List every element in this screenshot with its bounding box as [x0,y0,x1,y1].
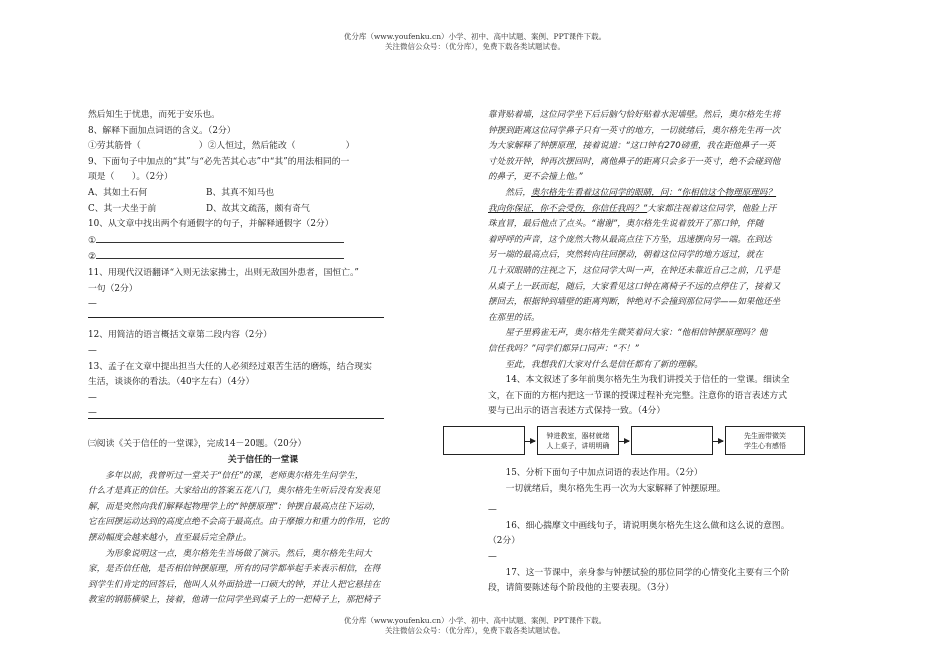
flow-box-4: 先生面带微笑 学生心有感悟 [725,426,805,455]
flow-box-3[interactable] [631,426,713,455]
question-14: 14、本文叙述了多年前奥尔格先生为我们讲授关于信任的一堂课。细读全 [505,375,790,386]
answer-blank[interactable] [96,233,344,243]
section-3-heading: ㈢阅读《关于信任的一堂课》，完成14－20题。（20分） [88,439,307,450]
paragraph-line: 屋子里鸦雀无声，奥尔格先生微笑着问大家：“他相信钟摆原理吗？他 [505,328,768,339]
question-11: 11、用现代汉语翻译“入则无法家拂士，出则无敌国外患者，国恒亡。” [88,267,359,278]
article-body-right [488,108,818,373]
page-footer [0,616,950,636]
paragraph-line: 从桌子上一跃而起，随后，大家看见这口钟在离椅子不远的点停住了，接着又 [488,281,781,292]
flow-arrow [525,441,535,442]
paragraph-line: 为形象说明这一点，奥尔格先生当场做了演示。然后，奥尔格先生问大 [105,548,372,559]
flow-box-1[interactable] [443,426,525,455]
dash-mark: — [88,345,97,356]
option-d: D、故其文疏荡，颇有奇气 [206,203,310,214]
header-line-1: 优分库（www.youfenku.cn）小学、初中、高中试题、案例、PPT课件下载。 [343,32,607,41]
paragraph-line: 的鼻子，更不会撞上他。” [488,172,583,183]
answer-line-2: ② [88,249,438,266]
text-line: 然后知生于忧患，而死于安乐也。 [88,110,220,120]
dash-mark: — [488,505,497,516]
question-11-cont: 一句（2分） [88,283,138,294]
paragraph-line: 至此，我想我们大家对什么是信任都有了新的理解。 [505,359,703,370]
paragraph-line: 钟摆到距离这位同学鼻子只有一英寸的地方，一切就绪后，奥尔格先生再一次 [488,125,781,136]
paragraph-line: 寸处放开钟，钟再次摆回时，离他鼻子的距离只会多于一英寸，绝不会碰到他 [488,156,781,167]
option-a: A、其如土石何 [88,187,148,198]
paragraph-line: 摆动幅度会越来越小，直至最后完全静止。 [88,533,252,544]
question-17: 17、这一节课中，亲身参与钟摆试验的那位同学的心情变化主要有三个阶 [505,567,790,578]
flow-arrow [619,441,629,442]
question-14-cont: 要与已出示的语言表述方式保持一致。（4分） [488,406,666,417]
question-10: 10、从文章中找出两个有通假字的句子，并解释通假字（2分） [88,219,334,230]
question-12: 12、用简洁的语言概括文章第二段内容（2分） [88,330,272,341]
answer-rule [88,418,384,419]
answer-rule [88,317,384,318]
paragraph-line: 然后，奥尔格先生看着这位同学的眼睛，问：“你相信这个物理原理吗？ [505,187,777,198]
left-column [88,108,438,609]
article-title: 关于信任的一堂课 [227,455,299,466]
dash-mark: — [488,551,497,562]
paragraph-line: 什么才是真正的信任。大家给出的答案五花八门，奥尔格先生听后没有发表见 [88,486,381,497]
dash-mark: — [88,299,97,310]
paragraph-line: 解，而是突然向我们解释起物理学上的“钟摆原理”：钟摆自最高点往下运动， [88,501,381,512]
answer-blank[interactable] [96,249,344,259]
question-13-cont: 生活，谈谈你的看法。（40字左右）（4分） [88,377,255,388]
question-17-cont: 段，请简要陈述每个阶段他的主要表现。（3分） [488,583,674,594]
question-9: 9、下面句子中加点的“其”与“必先苦其心志”中“其”的用法相同的一 [88,156,350,167]
dash-mark: — [88,408,97,419]
page-header [0,32,950,52]
paragraph-line: 另一端的最高点后，突然转向往回摆动，朝着这位同学的地方返过，就在 [488,250,764,261]
options-cd [88,202,438,218]
header-line-2: 关注微信公众号：（优分库），免费下载各类试题试卷。 [385,42,565,51]
paragraph-line: 它在回摆运动达到的高度点绝不会高于最高点。由于摩擦力和重力的作用，它的 [88,517,389,528]
answer-space[interactable] [88,422,438,438]
right-column [488,108,818,420]
paragraph-line: 信任我吗？”同学们都异口同声：“不！” [488,343,639,354]
question-16: 16、细心揣摩文中画线句子，请说明奥尔格先生这么做和这么说的意图。 [505,520,790,531]
option-c: C、其一犬坐于前 [88,203,157,214]
question-16-cont: （2分） [488,536,520,547]
paragraph-line: 在那里的话。 [488,312,540,323]
paragraph-line: 几十双眼睛的注视之下，这位同学大叫一声，在钟还未靠近自己之前，几乎是 [488,265,781,276]
question-8: 8、解释下面加点词语的含义。（2分） [88,125,236,136]
flow-arrow [713,441,723,442]
paragraph-line: 我向你保证，你不会受伤，你信任我吗？”大家都注视着这位同学，他脸上汗 [488,203,777,214]
right-column-questions [488,466,818,597]
footer-line-1: 优分库（www.youfenku.cn）小学、初中、高中试题、案例、PPT课件下载。 [343,616,607,625]
question-14-cont: 文，在下面的方框内把这一节课的授课过程补充完整。注意你的语言表述方式 [488,390,788,401]
paragraph-line: 多年以前，我曾听过一堂关于“信任”的课，老师奥尔格先生问学生， [105,470,364,481]
option-b: B、其真不知马也 [206,187,275,198]
flow-box-2: 钟进教室，器材就绪 人上桌子，讲明明确 [537,426,619,455]
paragraph-line: 家，是否信任他，是否相信钟摆原理，所有的同学都举起手来表示相信，在得 [88,564,381,575]
question-13: 13、孟子在文章中提出担当大任的人必须经过艰苦生活的磨炼，结合现实 [88,361,372,372]
footer-line-2: 关注微信公众号：（优分库），免费下载各类试题试卷。 [385,626,565,635]
options-ab [88,186,438,202]
paragraph-line: 着呼呼的声音，这个庞然大物从最高点往下方坠，迅速摆向另一端。在到达 [488,234,772,245]
answer-space[interactable] [88,313,438,329]
question-9-cont: 项是（ ）。（2分） [88,172,173,183]
question-15: 15、分析下面句子中加点词语的表达作用。（2分） [505,468,703,478]
underlined-sentence: 奥尔格先生看着这位同学的眼睛，问：“你相信这个物理原理吗？ [530,187,777,198]
paragraph-line: 教室的钢筋横梁上，接着，他请一位同学坐到桌子上的一把椅子上，那把椅子 [88,595,381,606]
paragraph-line: 靠背贴着墙，这位同学坐下后后脑勺恰好贴着水泥墙壁。然后，奥尔格先生将 [488,110,781,120]
question-8-items: ①劳其筋骨（ ）②人恒过，然后能改（ ） [88,141,355,152]
answer-line-1: ① [88,233,438,250]
article-body-left [88,469,438,609]
question-15-sentence: 一切就绪后，奥尔格先生再一次为大家解释了钟摆原理。 [505,483,726,494]
paragraph-line: 为大家解释了钟摆原理，接着说道：“这口钟有270磅重，我在距他鼻子一英 [488,141,776,152]
paragraph-line: 摆回去，根据钟到墙壁的距离判断，钟绝对不会撞到那位同学——如果他还坐 [488,297,781,308]
paragraph-line: 到学生们肯定的回答后，他叫人从外面拾进一口硕大的钟，并让人把它悬挂在 [88,579,381,590]
dash-mark: — [88,392,97,403]
underlined-sentence: 我向你保证，你不会受伤，你信任我吗？” [488,203,648,214]
paragraph-line: 珠直冒，最后他点了点头。“谢谢”，奥尔格先生说着放开了那口钟，伴随 [488,219,764,230]
